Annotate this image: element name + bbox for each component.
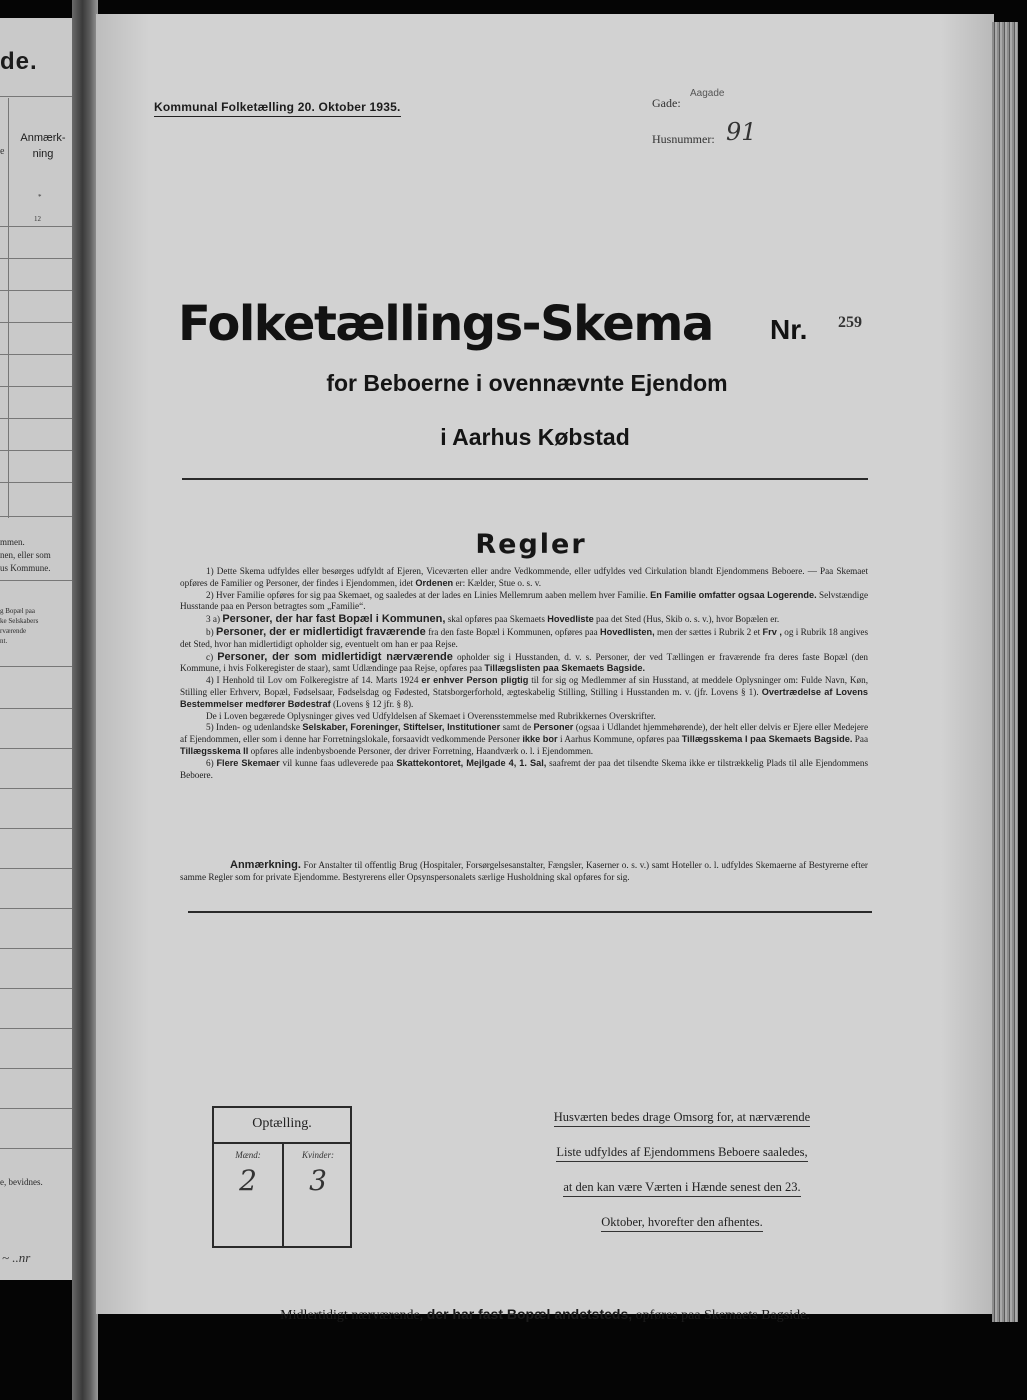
rule-number: c) bbox=[206, 651, 214, 662]
rule-emphasis: ikke bor bbox=[522, 734, 558, 745]
rule-emphasis: Ordenen bbox=[415, 577, 454, 588]
left-page-column-line bbox=[8, 98, 9, 518]
left-page-column-fragment: e bbox=[0, 146, 5, 157]
left-page-rule bbox=[0, 386, 74, 387]
left-page-rule bbox=[0, 322, 74, 323]
left-page-rule bbox=[0, 580, 74, 581]
census-form-page bbox=[96, 14, 994, 1323]
rule-text: og i Rubrik 18 angives det Sted, hvor han midlertidigt opholder sig, eventuelt om han er paa Rejse. bbox=[180, 626, 869, 649]
rules-text bbox=[180, 566, 868, 781]
rule-text: i Aarhus Kommune, opføres paa bbox=[559, 734, 680, 745]
notice-line-text: Oktober, hvorefter den afhentes. bbox=[601, 1215, 763, 1232]
left-page-column-header: Anmærk-ning bbox=[20, 132, 66, 160]
rule-emphasis: Personer, der har fast Bopæl i Kommunen, bbox=[222, 613, 446, 626]
left-page-rule bbox=[0, 1068, 74, 1069]
rule-1 bbox=[180, 566, 868, 590]
rule-text: men der sættes i Rubrik 2 et bbox=[656, 626, 761, 637]
form-title: Folketællings-Skema bbox=[178, 296, 713, 352]
notice-line-text: Liste udfyldes af Ejendommens Beboere saaledes, bbox=[556, 1145, 807, 1162]
left-page-small-note: ke Selskabers bbox=[0, 617, 39, 625]
rule-emphasis: En Familie omfatter ogsaa Logerende. bbox=[650, 589, 817, 600]
notice-line bbox=[512, 1215, 852, 1230]
left-page-rule bbox=[0, 868, 74, 869]
anmaerkning-paragraph bbox=[180, 859, 868, 883]
footer-text: opføres paa Skemaets Bagside. bbox=[635, 1308, 810, 1323]
left-page-rule bbox=[0, 988, 74, 989]
rule-emphasis: Personer, der er midlertidigt fraværende bbox=[215, 625, 426, 638]
left-page-signature: ~ ..nr bbox=[2, 1250, 31, 1265]
rule-text: 5) Inden- og udenlandske bbox=[206, 722, 300, 733]
rule-4-note bbox=[180, 711, 868, 723]
rule-text: 2) Hver Familie opføres for sig paa Skemaet, og saaledes at der lades en Linies Mellemrum aaben mellem hver Familie. bbox=[206, 589, 648, 600]
rule-text: paa det Sted (Hus, Skib o. s. v.), hvor Bopælen er. bbox=[596, 614, 780, 625]
rule-text: samt de bbox=[502, 722, 532, 733]
left-page-rule bbox=[0, 828, 74, 829]
left-page-rule bbox=[0, 788, 74, 789]
men-label: Mænd: bbox=[235, 1150, 261, 1160]
husnummer-label: Husnummer: bbox=[652, 132, 715, 146]
census-header-title: Kommunal Folketælling 20. Oktober 1935. bbox=[154, 100, 401, 117]
rule-emphasis: Tillægsskema I paa Skemaets Bagside. bbox=[681, 734, 853, 745]
left-page-column-mark: * bbox=[38, 193, 42, 201]
left-page-title-fragment: de. bbox=[0, 48, 38, 75]
notice-line-text: at den kan være Værten i Hænde senest den 23. bbox=[563, 1180, 800, 1197]
rule-text: til for sig og Medlemmer af sin Husstand, at meddele Oplysninger om: Fulde Navn, Køn, Stilling eller Erhverv, Bopæl, Fødselsaar, Fødselsdag og Fødested, Statsborgerforhold, ægteskabelig Stilling, Stilling i Husstanden m. v. (jfr. Lovens § 1). bbox=[180, 675, 869, 697]
rule-emphasis: Selskaber, Foreninger, Stiftelser, Institutioner bbox=[302, 722, 501, 733]
rule-emphasis: Personer bbox=[533, 722, 574, 733]
rule-5 bbox=[180, 722, 868, 757]
rule-text: 1) Dette Skema udfyldes eller besørges udfyldt af Ejeren, Viceværten eller andre Vedkommende, eller udfyldes ved Cirkulation blandt Ejendommens Beboere. — Paa Skemaet opføres de Familier og Personer, der findes i Ejendommen, idet bbox=[180, 566, 868, 588]
gade-value: Aagade bbox=[690, 88, 725, 99]
rule-3a bbox=[180, 613, 868, 626]
anmaerkning-text: For Anstalter til offentlig Brug (Hospitaler, Forsørgelsesanstalter, Fængsler, Kaserner o. s. v.) samt Hoteller o. l. udfyldes Skemaerne af Bestyrerne efter samme Regler som for private Ejendomme. Bestyrerens eller Opsynspersonalets særlige Husholdning skal opføres for sig. bbox=[180, 860, 868, 882]
rules-divider bbox=[188, 911, 872, 913]
women-count: 3 bbox=[309, 1164, 327, 1197]
notice-line-text: Husværten bedes drage Omsorg for, at nærværende bbox=[554, 1110, 811, 1127]
anmaerkning-label: Anmærkning. bbox=[230, 859, 301, 871]
left-page-rule bbox=[0, 708, 74, 709]
footer-emphasis: der har fast Bopæl andetsteds, bbox=[426, 1306, 633, 1322]
left-page-rule bbox=[0, 1108, 74, 1109]
rule-text: opføres alle indenbysboende Personer, der driver Forretning, Haandværk o. l. i Ejendommen. bbox=[250, 745, 594, 756]
form-subtitle-2: i Aarhus Købstad bbox=[440, 424, 630, 450]
rule-emphasis: er enhver Person pligtig bbox=[421, 675, 529, 686]
left-page-note-line: us Kommune. bbox=[0, 563, 51, 573]
previous-page-edge bbox=[0, 18, 74, 1280]
book-gutter bbox=[72, 0, 98, 1400]
rule-text: fra den faste Bopæl i Kommunen, opføres paa bbox=[428, 626, 598, 637]
left-page-rule bbox=[0, 354, 74, 355]
count-box-title: Optælling. bbox=[252, 1116, 312, 1131]
left-page-column-number: 12 bbox=[34, 215, 41, 223]
left-page-rule bbox=[0, 948, 74, 949]
notice-line bbox=[512, 1145, 852, 1160]
rule-number: 6) bbox=[206, 757, 214, 768]
left-page-bottom-note: e, bevidnes. bbox=[0, 1177, 43, 1187]
rules-heading: Regler bbox=[475, 529, 587, 560]
anmaerkning-note bbox=[180, 859, 868, 883]
rule-text: skal opføres paa Skemaets bbox=[447, 614, 545, 625]
rule-text: saafremt der paa det tilsendte Skema ikke er tilstrækkelig Plads til alle Ejendommens Beboere. bbox=[180, 757, 869, 780]
title-divider bbox=[182, 478, 868, 480]
form-number-label: Nr. bbox=[770, 314, 808, 345]
rule-emphasis: Tillægslisten paa Skemaets Bagside. bbox=[484, 663, 646, 674]
rule-text: opholder sig i Husstanden, d. v. s. Personer, der ved Tællingen er fraværende fra deres faste Bopæl (den Kommune, i hvis Folkeregister de staar), samt Udlændinge paa Rejse, opføres paa bbox=[180, 651, 869, 674]
form-subtitle-1: for Beboerne i ovennævnte Ejendom bbox=[326, 370, 728, 396]
left-page-rule bbox=[0, 418, 74, 419]
left-page-rule bbox=[0, 748, 74, 749]
gade-label: Gade: bbox=[652, 96, 681, 110]
rule-text: (ogsaa i Udlandet hjemmehørende), der helt eller delvis er Ejere eller Medejere af Ejendommen, eller som i denne har Forretningslokale, forsaavidt vedkommende Personer bbox=[180, 722, 869, 745]
left-page-rule bbox=[0, 226, 74, 227]
rule-emphasis: Overtrædelse af Lovens Bestemmelser medfører Bødestraf bbox=[180, 686, 868, 709]
left-page-rule bbox=[0, 666, 74, 667]
rule-number: 3 a) bbox=[206, 614, 221, 625]
rule-6 bbox=[180, 758, 868, 782]
left-page-rule bbox=[0, 908, 74, 909]
left-page-note-line: nen, eller som bbox=[0, 550, 51, 560]
left-page-rule bbox=[0, 516, 74, 517]
rule-text: (Lovens § 12 jfr. § 8). bbox=[332, 698, 414, 709]
rule-3b bbox=[180, 626, 868, 651]
left-page-rule bbox=[0, 1028, 74, 1029]
rule-4 bbox=[180, 675, 868, 710]
left-page-rule bbox=[0, 482, 74, 483]
notice-line bbox=[512, 1180, 852, 1195]
left-page-rule bbox=[0, 258, 74, 259]
left-page-rule bbox=[0, 1148, 74, 1149]
men-count: 2 bbox=[239, 1164, 257, 1197]
husnummer-value: 91 bbox=[726, 118, 757, 146]
left-page-rule bbox=[0, 96, 74, 97]
left-page-note-line: mmen. bbox=[0, 537, 25, 547]
left-page-small-note: rværende bbox=[0, 627, 27, 635]
rule-text: vil kunne faas udleverede paa bbox=[282, 757, 394, 768]
rule-text: De i Loven begærede Oplysninger gives ved Udfyldelsen af Skemaet i Overensstemmelse med Rubrikkernes Overskrifter. bbox=[206, 710, 656, 721]
rule-emphasis: Personer, der som midlertidigt nærværende bbox=[217, 650, 453, 663]
rule-number: b) bbox=[206, 626, 214, 637]
rule-emphasis: Hovedliste bbox=[547, 614, 594, 625]
rule-emphasis: Tillægsskema II bbox=[180, 745, 249, 756]
left-page-rule bbox=[0, 450, 74, 451]
page-stack-edge bbox=[992, 22, 1018, 1322]
rule-text: Selvstændige Husstande paa en Person betragtes som „Familie“. bbox=[180, 589, 869, 612]
left-page-rule bbox=[0, 290, 74, 291]
form-number-value: 259 bbox=[838, 314, 862, 331]
rule-emphasis: Flere Skemaer bbox=[216, 757, 280, 768]
rule-emphasis: Frv , bbox=[762, 626, 782, 637]
rule-text: Paa bbox=[854, 734, 869, 745]
footer-note bbox=[96, 1306, 994, 1324]
rule-text: 4) I Henhold til Lov om Folkeregistre af 14. Marts 1924 bbox=[206, 675, 419, 686]
left-page-small-note: nt. bbox=[0, 637, 8, 645]
notice-line bbox=[512, 1110, 852, 1125]
women-label: Kvinder: bbox=[302, 1150, 334, 1160]
rule-emphasis: Hovedlisten, bbox=[600, 626, 655, 637]
left-page-small-note: g Bopæl paa bbox=[0, 607, 35, 615]
rule-2 bbox=[180, 590, 868, 614]
count-box bbox=[212, 1106, 352, 1248]
rule-text: er: Kælder, Stue o. s. v. bbox=[455, 577, 542, 588]
footer-text: Midlertidigt nærværende, bbox=[280, 1308, 424, 1323]
rule-emphasis: Skattekontoret, Mejlgade 4, 1. Sal, bbox=[396, 757, 547, 768]
rule-3c bbox=[180, 651, 868, 676]
